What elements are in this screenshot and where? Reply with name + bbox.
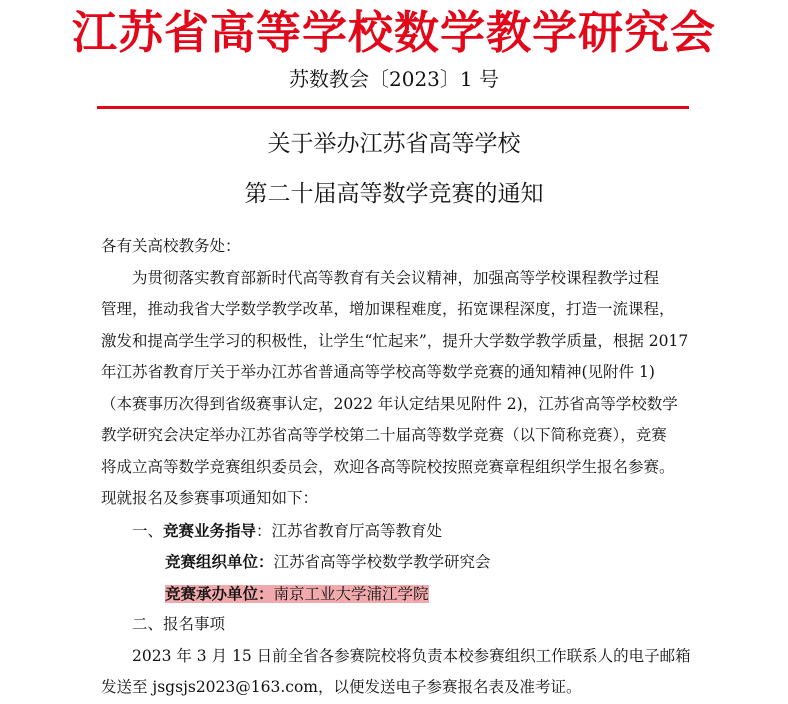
guidance-label: 竞赛业务指导 [163, 520, 257, 540]
section1-organizer [101, 546, 687, 578]
intro-line: 管理，推动我省大学数学教学改革，增加课程难度，拓宽课程深度，打造一流课程， [101, 300, 675, 318]
intro-line: 将成立高等数学竞赛组织委员会，欢迎各高等院校按照竞赛章程组织学生报名参赛。 [101, 457, 675, 476]
intro-line: 教学研究会决定举办江苏省高等学校第二十届高等数学竞赛（以下简称竞赛），竞赛 [101, 426, 667, 444]
section1-prefix: 一、 [132, 521, 164, 540]
section2-heading: 二、报名事项 [132, 615, 226, 633]
section2-line: 发送至 jsgsjs2023@163.com，以便发送电子参赛报名表及准考证。 [101, 678, 582, 696]
organizer-value: 江苏省高等学校数学教学研究会 [273, 553, 491, 571]
section1-guidance [101, 515, 687, 547]
host-highlight [165, 585, 429, 603]
guidance-sep: ： [256, 521, 272, 540]
intro-line: 激发和提高学生学习的积极性，让学生“忙起来”，提升大学数学教学质量，根据 2017 [101, 331, 689, 350]
doc-number: 苏数教会〔2023〕1 号 [289, 67, 499, 91]
title-line-1: 关于举办江苏省高等学校 [267, 131, 521, 157]
salutation: 各有关高校教务处： [101, 237, 241, 255]
host-value: 南京工业大学浦江学院 [273, 584, 429, 603]
section1-host [101, 578, 687, 610]
intro-line: 现就报名及参赛事项通知如下： [101, 489, 319, 507]
section2-line: 2023 年 3 月 15 日前全省各参赛院校将负责本校参赛组织工作联系人的电子邮箱 [132, 646, 691, 665]
guidance-value: 江苏省教育厅高等教育处 [271, 521, 443, 540]
document-body [101, 231, 691, 704]
title-line-2: 第二十届高等数学竞赛的通知 [244, 181, 544, 207]
intro-line: 为贯彻落实教育部新时代高等教育有关会议精神，加强高等学校课程教学过程 [132, 268, 660, 287]
header-divider [97, 106, 689, 109]
intro-line: （本赛事历次得到省级赛事认定，2022 年认定结果见附件 2)，江苏省高等学校数学 [101, 394, 678, 413]
host-label: 竞赛承办单位： [165, 583, 274, 603]
org-title: 江苏省高等学校数学教学研究会 [71, 6, 716, 59]
intro-line: 年江苏省教育厅关于举办江苏省普通高等学校高等数学竞赛的通知精神(见附件 1) [101, 363, 655, 381]
organizer-label: 竞赛组织单位： [165, 552, 274, 571]
